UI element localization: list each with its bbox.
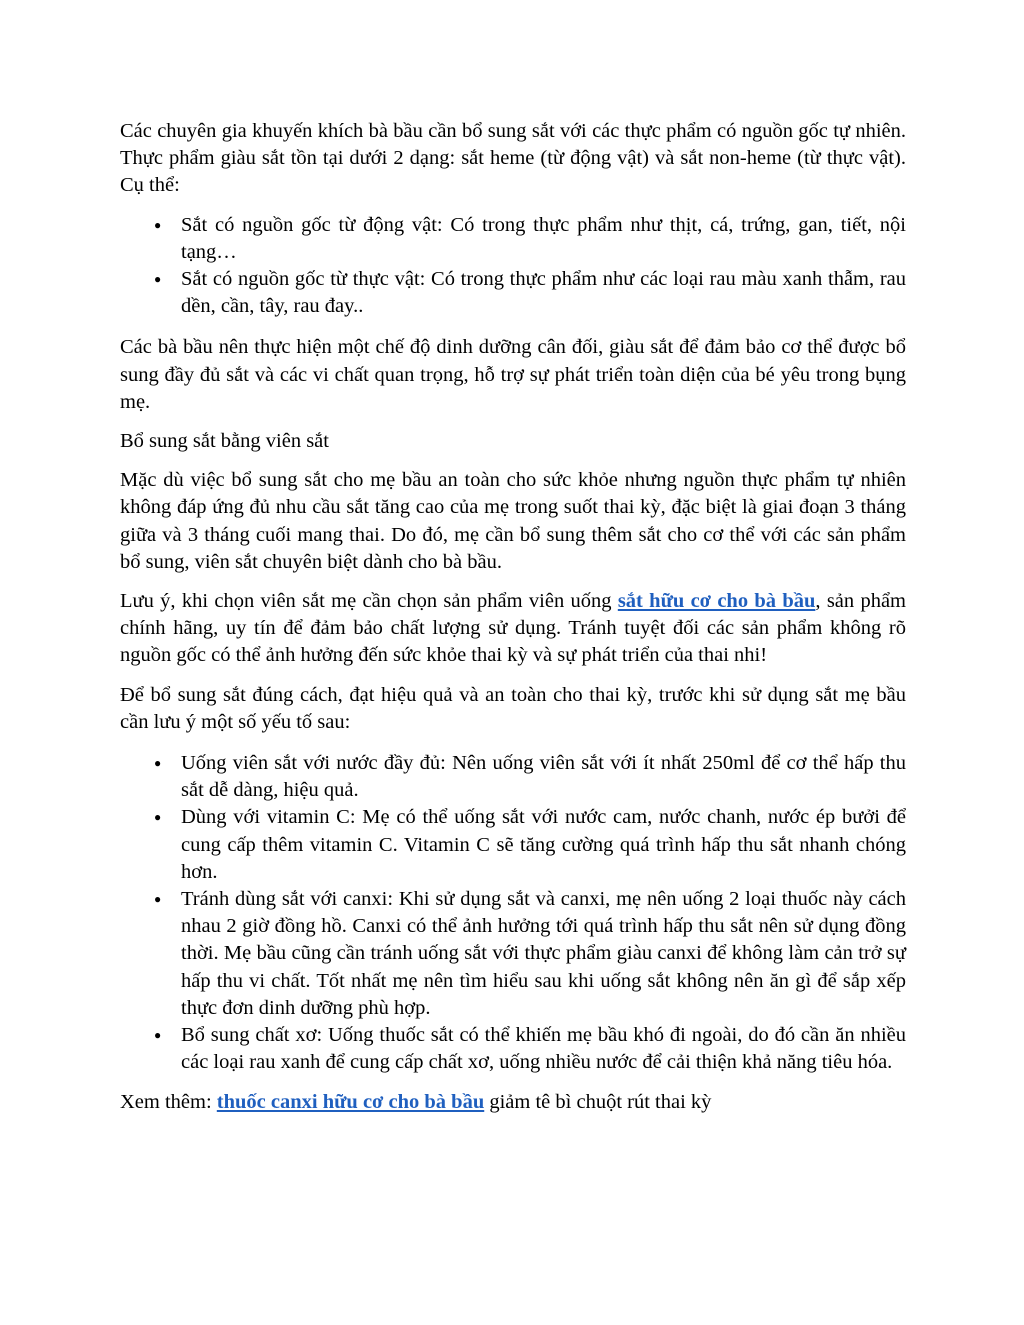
list-item: ● Uống viên sắt với nước đầy đủ: Nên uống viên sắt với ít nhất 250ml để cơ thể hấp thu sắt dễ dàng, hiệu quả. [181, 750, 906, 804]
intro-paragraph: Các chuyên gia khuyến khích bà bầu cần bổ sung sắt với các thực phẩm có nguồn gốc tự nhiên. Thực phẩm giàu sắt tồn tại dưới 2 dạng: sắt heme (từ động vật) và sắt non-heme (từ thực vật). Cụ thể: [120, 120, 906, 197]
see-more-paragraph [120, 1089, 906, 1116]
supplement-paragraph: Mặc dù việc bổ sung sắt cho mẹ bầu an toàn cho sức khỏe nhưng nguồn thực phẩm tự nhiên không đáp ứng đủ nhu cầu sắt tăng cao của mẹ trong suốt thai kỳ, đặc biệt là giai đoạn 3 tháng giữa và 3 tháng cuối mang thai. Do đó, mẹ cần bổ sung thêm sắt cho cơ thể với các sản phẩm bổ sung, viên sắt chuyên biệt dành cho bà bầu. [120, 469, 906, 573]
see-more-text-after: giảm tê bì chuột rút thai kỳ [484, 1090, 712, 1113]
note-paragraph [120, 588, 906, 670]
note-text-after: , sản phẩm chính hãng, uy tín để đảm bảo chất lượng sử dụng. Tránh tuyệt đối các sản phẩm không rõ nguồn gốc có thể ảnh hưởng đến sức khỏe thai kỳ và sự phát triển của thai nhi! [120, 590, 906, 667]
list-item: ● Sắt có nguồn gốc từ động vật: Có trong thực phẩm như thịt, cá, trứng, gan, tiết, nội tạng… [181, 212, 906, 266]
list-item: ● Dùng với vitamin C: Mẹ có thể uống sắt với nước cam, nước chanh, nước ép bưởi để cung cấp thêm vitamin C. Vitamin C sẽ tăng cường quá trình hấp thu sắt nhanh chóng hơn. [181, 804, 906, 886]
diet-paragraph: Các bà bầu nên thực hiện một chế độ dinh dưỡng cân đối, giàu sắt để đảm bảo cơ thể được bổ sung đầy đủ sắt và các vi chất quan trọng, hỗ trợ sự phát triển toàn diện của bé yêu trong bụng mẹ. [120, 336, 906, 413]
iron-sources-list [120, 212, 906, 321]
list-item: ● Tránh dùng sắt với canxi: Khi sử dụng sắt và canxi, mẹ nên uống 2 loại thuốc này cách nhau 2 giờ đồng hồ. Canxi có thể ảnh hưởng tới quá trình hấp thu sắt nên sử dụng đồng thời. Mẹ bầu cũng cần tránh uống sắt với thực phẩm giàu canxi để không làm cản trở sự hấp thu vi chất. Tốt nhất mẹ nên tìm hiểu sau khi uống sắt không nên ăn gì để sắp xếp thực đơn dinh dưỡng phù hợp. [181, 886, 906, 1022]
organic-calcium-link[interactable]: thuốc canxi hữu cơ cho bà bầu [216, 1090, 485, 1113]
see-more-label: Xem thêm: [120, 1090, 217, 1113]
list-item: ● Bổ sung chất xơ: Uống thuốc sắt có thể khiến mẹ bầu khó đi ngoài, do đó cần ăn nhiều các loại rau xanh để cung cấp chất xơ, uống nhiều nước để cải thiện khả năng tiêu hóa. [181, 1022, 906, 1076]
section-heading: Bổ sung sắt bằng viên sắt [120, 430, 329, 453]
list-item: ● Sắt có nguồn gốc từ thực vật: Có trong thực phẩm như các loại rau màu xanh thẫm, rau dền, cần, tây, rau đay.. [181, 266, 906, 320]
organic-iron-link[interactable]: sắt hữu cơ cho bà bầu [617, 590, 816, 613]
note-text-before: Lưu ý, khi chọn viên sắt mẹ cần chọn sản phẩm viên uống [120, 590, 618, 613]
tips-intro-paragraph: Để bổ sung sắt đúng cách, đạt hiệu quả và an toàn cho thai kỳ, trước khi sử dụng sắt mẹ bầu cần lưu ý một số yếu tố sau: [120, 683, 906, 733]
document-page [120, 118, 906, 1128]
tips-list [120, 750, 906, 1076]
